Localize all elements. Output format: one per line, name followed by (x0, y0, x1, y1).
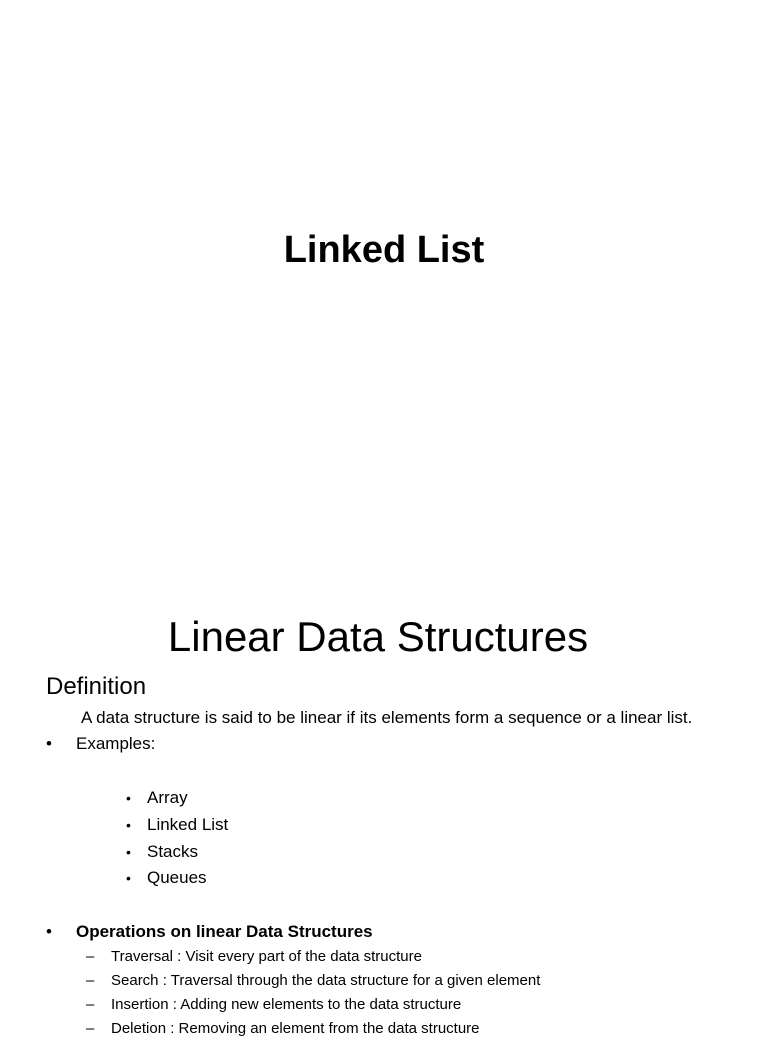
operation-text: Traversal : Visit every part of the data structure (111, 948, 422, 965)
slide-title: Linked List (283, 229, 485, 271)
bullet-marker: • (126, 844, 131, 860)
bullet-marker: • (46, 922, 52, 941)
definition-heading: Definition (46, 673, 147, 700)
example-label: Array (147, 788, 188, 807)
bullet-marker: • (126, 817, 131, 833)
examples-label: Examples: (76, 734, 156, 753)
example-label: Stacks (147, 842, 199, 861)
bullet-marker: • (126, 790, 131, 806)
dash-marker: – (86, 996, 95, 1013)
dash-marker: – (86, 948, 95, 965)
bullet-marker: • (126, 870, 131, 886)
dash-marker: – (86, 1020, 95, 1037)
operation-text: Search : Traversal through the data structure for a given element (111, 972, 541, 989)
definition-text: A data structure is said to be linear if its elements form a sequence or a linear list. (81, 708, 693, 727)
example-label: Linked List (147, 815, 229, 834)
operations-label: Operations on linear Data Structures (76, 922, 373, 941)
operation-text: Insertion : Adding new elements to the data structure (111, 996, 462, 1013)
bullet-marker: • (46, 734, 52, 753)
example-label: Queues (147, 868, 207, 887)
slide-title: Linear Data Structures (167, 613, 589, 660)
operation-text: Deletion : Removing an element from the data structure (111, 1020, 480, 1037)
dash-marker: – (86, 972, 95, 989)
slide-linear-data-structures (0, 576, 768, 1037)
